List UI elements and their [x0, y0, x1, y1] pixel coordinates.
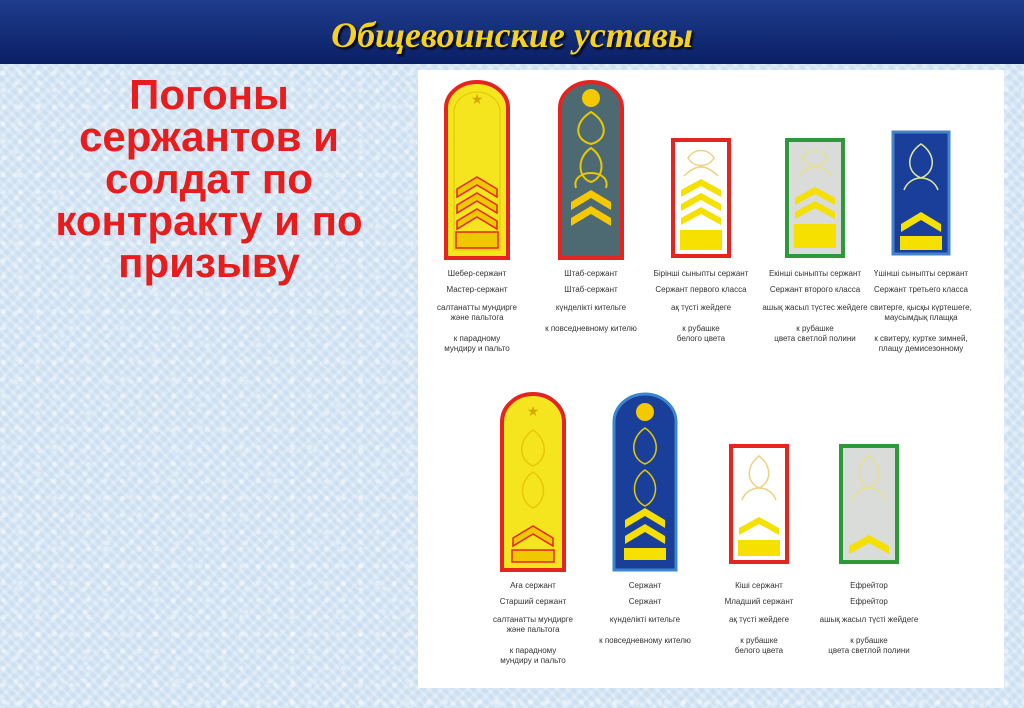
rank-kz: Сержант	[628, 581, 662, 590]
epaulette-master-sergeant	[442, 78, 512, 262]
uniform-kz: күнделікті кительге	[609, 615, 681, 624]
uniform-kz: ашық жасыл түсті жейдеге	[819, 615, 919, 624]
insignia-item	[641, 78, 761, 344]
uniform-kz: ақ түсті жейдеге	[670, 303, 732, 312]
slide-subtitle: Погоны сержантов и солдат по контракту и по призыву	[55, 71, 363, 286]
uniform-ru: к повседневному кителю	[599, 636, 691, 645]
rank-ru: Сержант третьего класса	[874, 285, 968, 294]
insignia-chart	[418, 70, 1004, 688]
rank-ru: Сержант	[628, 597, 662, 606]
insignia-item	[699, 390, 819, 656]
uniform-kz: күнделікті кительге	[555, 303, 627, 312]
rank-kz: Бірінші сыныпты сержант	[653, 269, 749, 278]
slide-title: Общевоинские уставы	[331, 15, 693, 55]
uniform-ru: к рубашке цвета светлой полини	[828, 636, 910, 655]
epaulette-senior-sergeant	[498, 390, 568, 574]
insignia-item	[809, 390, 929, 656]
svg-text:★: ★	[470, 91, 484, 107]
rank-kz: Шебер-сержант	[447, 269, 507, 278]
epaulette-sergeant-first-class	[666, 78, 736, 262]
epaulette-sergeant-second-class	[780, 78, 850, 262]
rank-kz: Кіші сержант	[735, 581, 783, 590]
rank-ru: Младший сержант	[724, 597, 794, 606]
rank-kz: Үшінші сыныпты сержант	[873, 269, 969, 278]
rank-ru: Мастер-сержант	[446, 285, 508, 294]
uniform-kz: салтанатты мундирге және пальтога	[493, 615, 573, 634]
uniform-ru: к рубашке белого цвета	[734, 636, 784, 655]
uniform-ru: к свитеру, куртке зимней, плащу демисезонному	[874, 334, 968, 353]
rank-ru: Ефрейтор	[850, 597, 888, 606]
rank-kz: Штаб-сержант	[564, 269, 618, 278]
insignia-item	[861, 78, 981, 354]
epaulette-sergeant-third-class	[886, 78, 956, 262]
uniform-ru: к рубашке белого цвета	[676, 324, 726, 343]
svg-text:★: ★	[526, 403, 540, 419]
rank-ru: Сержант первого класса	[655, 285, 747, 294]
rank-ru: Штаб-сержант	[564, 285, 618, 294]
insignia-item	[755, 78, 875, 344]
uniform-ru: к парадному мундиру и пальто	[444, 334, 510, 353]
epaulette-corporal	[834, 390, 904, 574]
insignia-item	[473, 390, 593, 666]
epaulette-staff-sergeant	[556, 78, 626, 262]
uniform-ru: к повседневному кителю	[545, 324, 637, 333]
uniform-kz: ақ түсті жейдеге	[728, 615, 790, 624]
rank-ru: Сержант второго класса	[769, 285, 861, 294]
insignia-item	[531, 78, 651, 334]
uniform-kz: свитерге, қысқы күртешеге, маусымдық плащқа	[870, 303, 972, 322]
rank-kz: Екінші сыныпты сержант	[768, 269, 862, 278]
insignia-item	[417, 78, 537, 354]
epaulette-junior-sergeant	[724, 390, 794, 574]
rank-kz: Аға сержант	[510, 581, 556, 590]
uniform-ru: к рубашке цвета светлой полини	[774, 324, 856, 343]
title-bar	[0, 0, 1024, 64]
rank-kz: Ефрейтор	[850, 581, 888, 590]
uniform-ru: к парадному мундиру и пальто	[500, 646, 566, 665]
rank-ru: Старший сержант	[499, 597, 567, 606]
insignia-item	[585, 390, 705, 646]
uniform-kz: салтанатты мундирге және пальтога	[437, 303, 517, 322]
epaulette-sergeant	[610, 390, 680, 574]
uniform-kz: ашық жасыл түстес жейдеге	[762, 303, 868, 312]
